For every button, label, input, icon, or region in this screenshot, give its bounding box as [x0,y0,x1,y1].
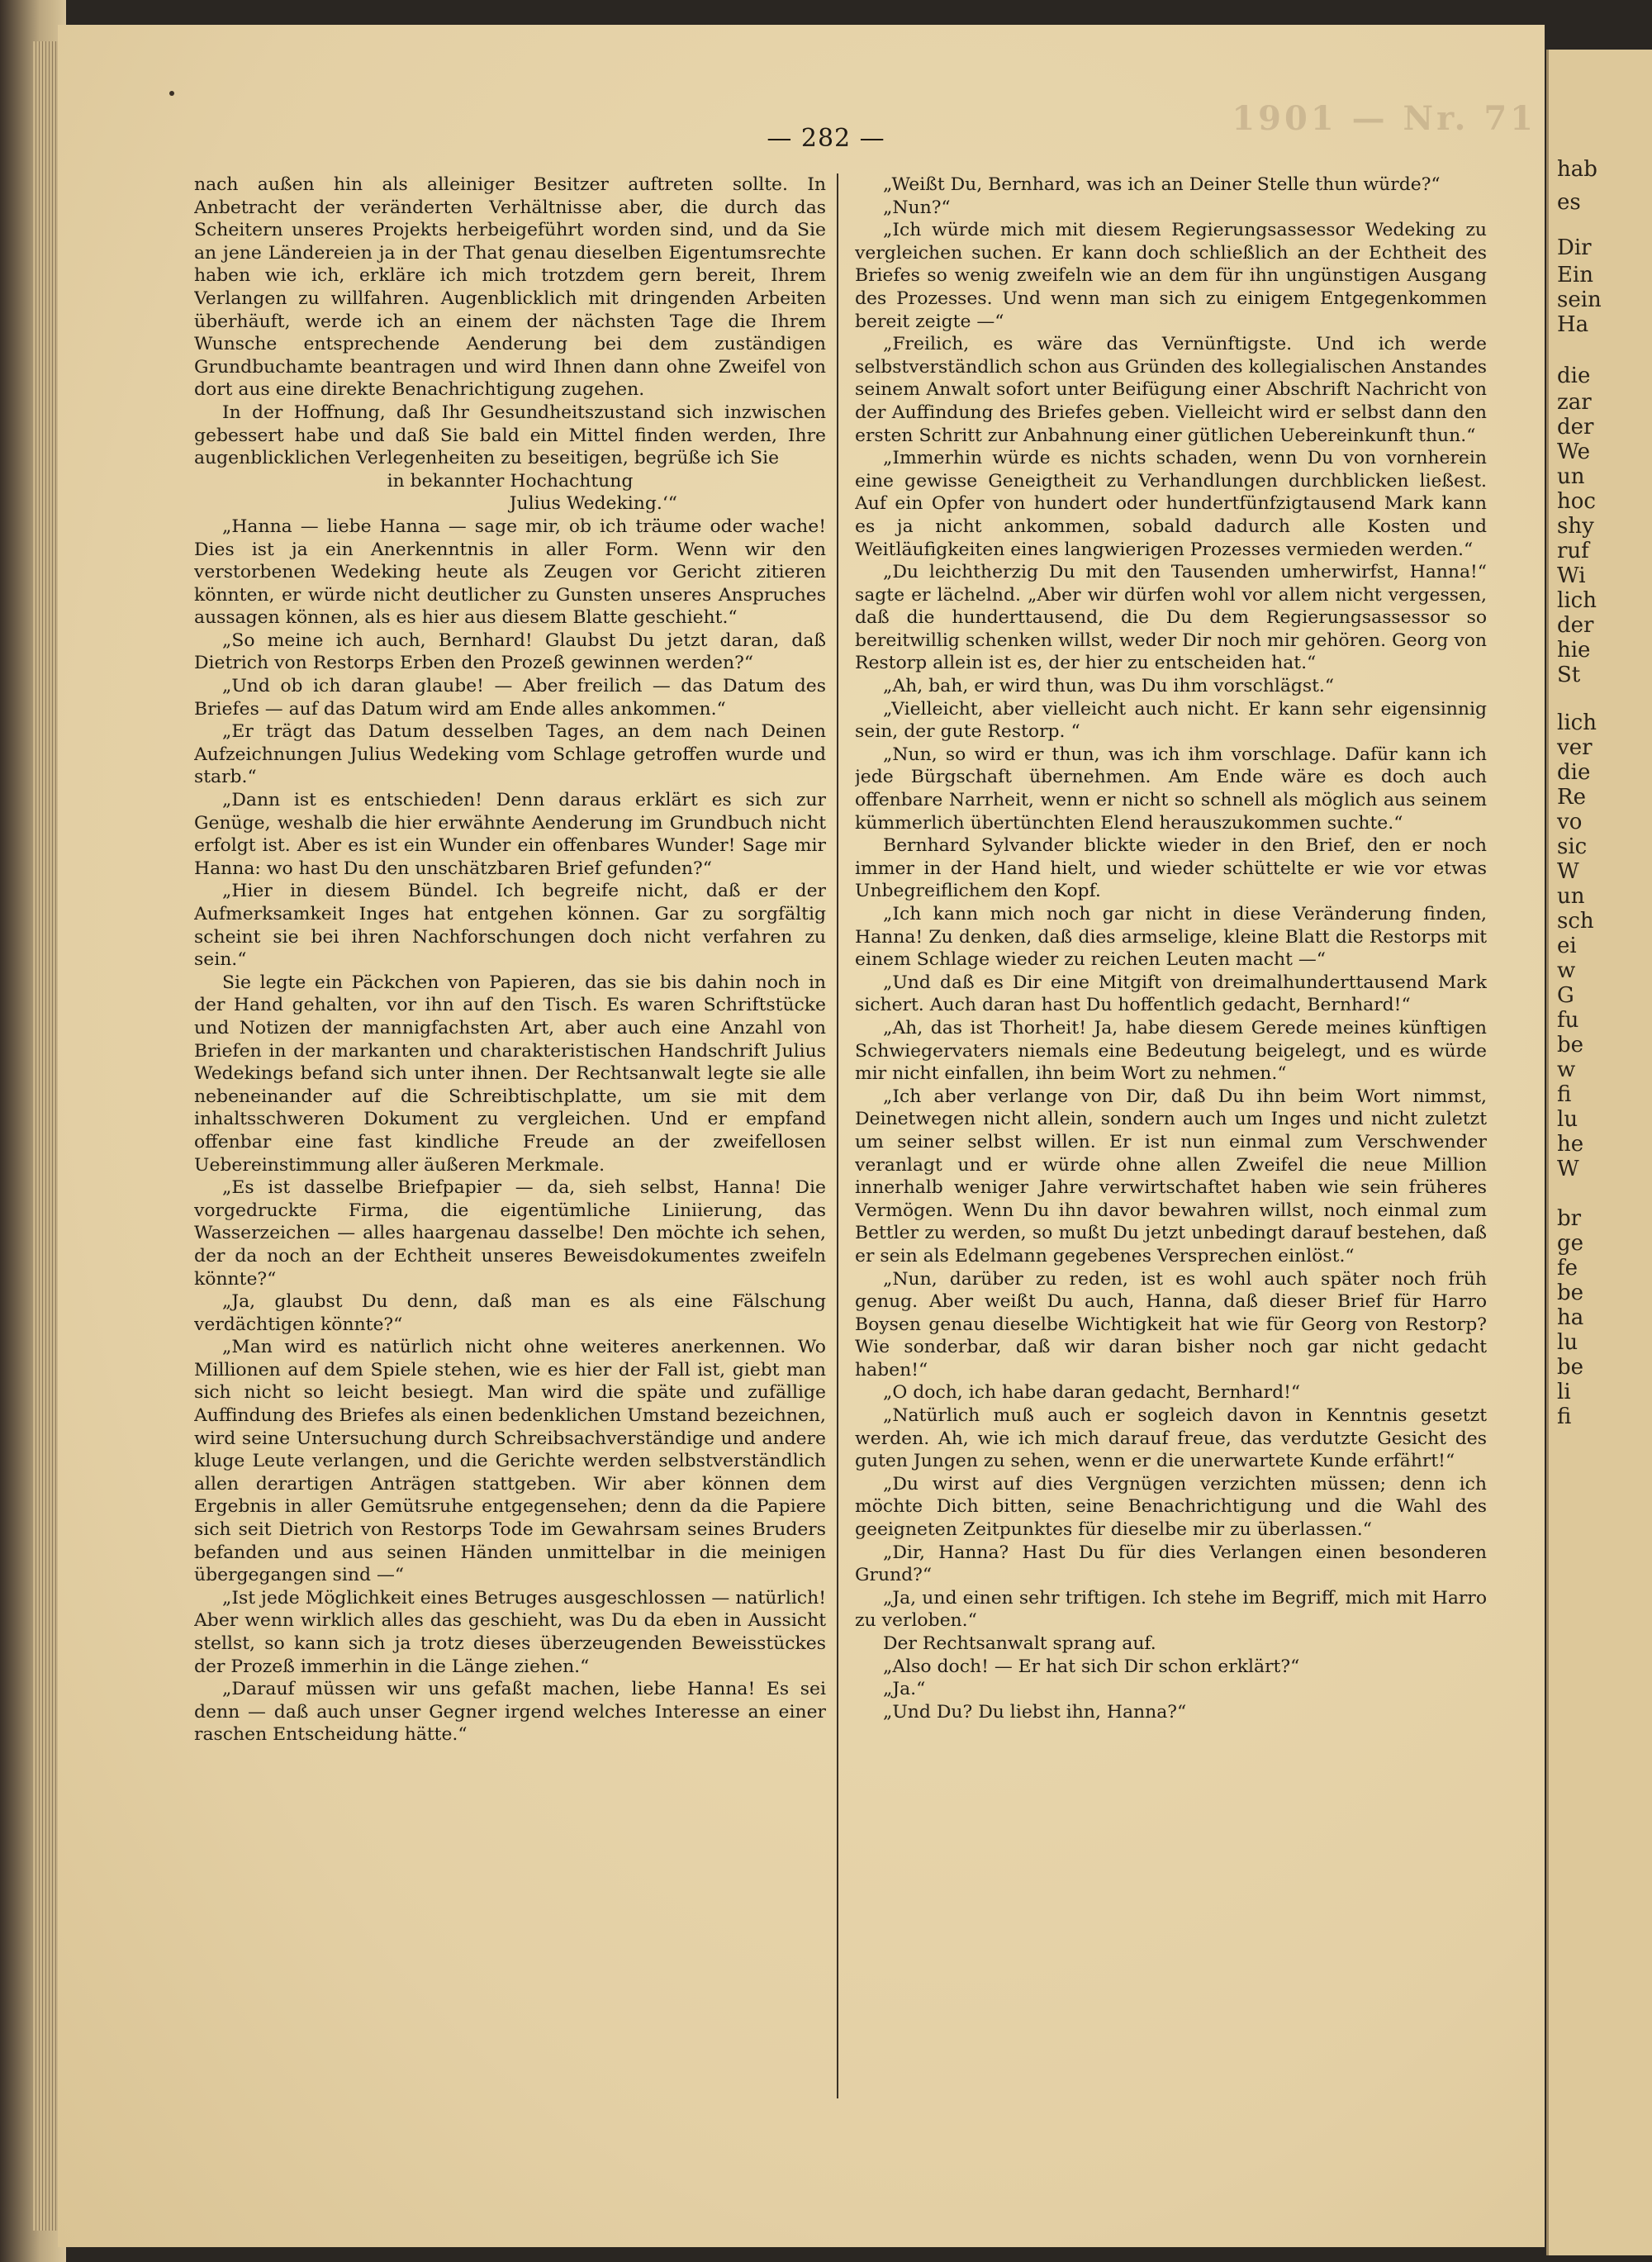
adjacent-page-fragment: sic [1557,834,1588,859]
paragraph: „So meine ich auch, Bernhard! Glaubst Du jetzt daran, daß Dietrich von Restorps Erben den Prozeß gewinnen werden?“ [194,630,826,674]
adjacent-page-fragment: ei [1557,934,1577,958]
paragraph: in bekannter Hochachtung [387,470,634,492]
adjacent-page-fragment: lich [1557,710,1597,735]
paragraph: „Ja, und einen sehr triftigen. Ich stehe im Begriff, mich mit Harro zu verloben.“ [855,1587,1487,1632]
adjacent-page-fragment: be [1557,1281,1584,1305]
paragraph: „Nun, so wird er thun, was ich ihm vorschlage. Dafür kann ich jede Bürgschaft übernehmen. Am Ende wäre es doch auch offenbare Narrheit, wenn er nicht so schnell als möglich aus seinem kümmerlich übertünchten Elend herauszukommen suchte.“ [855,744,1487,834]
paragraph: „Also doch! — Er hat sich Dir schon erklärt?“ [883,1656,1300,1677]
paragraph: „Weißt Du, Bernhard, was ich an Deiner Stelle thun würde?“ [883,174,1441,195]
adjacent-page-fragment: shy [1557,514,1594,539]
paragraph: „Hier in diesem Bündel. Ich begreife nicht, daß er der Aufmerksamkeit Inges hat entgehen können. Gar zu sorgfältig scheint sie bei ihren Nachforschungen doch nicht verfahren zu sein.“ [194,881,826,971]
paragraph: „Nun?“ [883,197,951,218]
adjacent-page-fragment: ge [1557,1231,1584,1256]
adjacent-page-fragment: die [1557,364,1591,388]
left-column [194,173,826,2098]
adjacent-page-fragment: St [1557,663,1581,687]
paragraph: „Ich kann mich noch gar nicht in diese Veränderung finden, Hanna! Zu denken, daß dies armselige, kleine Blatt die Restorps mit einem Schlage wieder zu reichen Leuten macht —“ [855,904,1487,971]
adjacent-page-fragment: Dir [1557,235,1592,260]
paragraph: „Freilich, es wäre das Vernünftigste. Und ich werde selbstverständlich schon aus Gründen des kollegialischen Anstandes seinem Anwalt sofort unter Beifügung einer Abschrift Nachricht von der Auffindung des Briefes geben. Vielleicht wird er selbst dann den ersten Schritt zur Anbahnung einer gütlichen Uebereinkunft thun.“ [855,334,1487,446]
paragraph: „Ich aber verlange von Dir, daß Du ihn beim Wort nimmst, Deinetwegen nicht allein, sondern auch um Inges und nicht zuletzt um seiner selbst willen. Er ist nun einmal zum Verschwender veranlagt und er würde ohne allen Zweifel die neue Million innerhalb weniger Jahre verwirtschaftet haben wie sein früheres Vermögen. Wenn Du ihn davor bewahren willst, noch einmal zum Bettler zu werden, so mußt Du jetzt unbedingt darauf bestehen, daß er sein als Edelmann gegebenes Versprechen einlöst.“ [855,1086,1487,1266]
paragraph: „Ja.“ [883,1679,926,1700]
adjacent-page-fragment: ver [1557,735,1593,760]
paragraph: Julius Wedeking.‘“ [509,493,677,515]
adjacent-page-fragment: sch [1557,909,1594,934]
adjacent-page-fragment: w [1557,1057,1576,1082]
bleed-through-text: 1901 — Nr. 71 [1232,99,1536,138]
adjacent-page-fragment: hab [1557,157,1597,182]
adjacent-page-fragment: be [1557,1355,1584,1380]
adjacent-page-fragment: lich [1557,588,1597,613]
paragraph: „Dir, Hanna? Hast Du für dies Verlangen einen besonderen Grund?“ [855,1542,1487,1586]
adjacent-page-fragment: w [1557,958,1576,983]
adjacent-page-fragment: un [1557,464,1585,489]
paragraph: Der Rechtsanwalt sprang auf. [883,1633,1156,1654]
paragraph: „Ja, glaubst Du denn, daß man es als eine Fälschung verdächtigen könnte?“ [194,1291,826,1335]
adjacent-page-fragment: Wi [1557,563,1586,588]
adjacent-page-fragment: Ha [1557,312,1589,337]
adjacent-page-fragment: G [1557,983,1574,1008]
right-column [855,173,1487,2098]
adjacent-page-fragment: W [1557,1157,1579,1181]
adjacent-page-fragment: sein [1557,288,1602,312]
ink-dot [169,91,174,96]
paragraph: „Vielleicht, aber vielleicht auch nicht. Er kann sehr eigensinnig sein, der gute Restorp. “ [855,698,1487,743]
paragraph: Sie legte ein Päckchen von Papieren, das sie bis dahin noch in der Hand gehalten, vor ihn auf den Tisch. Es waren Schriftstücke und Notizen der mannigfachsten Art, aber auch eine Anzahl von Briefen in der markanten und charakteristischen Handschrift Julius Wedekings befand sich unter ihnen. Der Rechtsanwalt legte sie alle nebeneinander auf die Schreibtischplatte, um sie mit dem inhaltsschweren Dokument zu vergleichen. Und er empfand offenbar eine fast kindliche Freude an der zweifellosen Uebereinstimmung aller äußeren Merkmale. [194,972,826,1176]
adjacent-page-fragment: Re [1557,785,1586,810]
adjacent-page-edge [1546,50,1652,2255]
adjacent-page-fragment: lu [1557,1330,1578,1355]
page-number: — 282 — [767,124,885,153]
adjacent-page-fragment: li [1557,1380,1571,1404]
paragraph: „Hanna — liebe Hanna — sage mir, ob ich träume oder wache! Dies ist ja ein Anerkenntnis in aller Form. Wenn wir den verstorbenen Wedeking heute als Zeugen vor Gericht zitieren könnten, er würde nicht deutlicher zu Gunsten unseres Anspruches aussagen können, als es hier aus diesem Blatte geschieht.“ [194,516,826,629]
paragraph: „Und ob ich daran glaube! — Aber freilich — das Datum des Briefes — auf das Datum wird am Ende alles ankommen.“ [194,676,826,720]
paragraph: „Und daß es Dir eine Mitgift von dreimalhunderttausend Mark sichert. Auch daran hast Du hoffentlich gedacht, Bernhard!“ [855,972,1487,1016]
adjacent-page-fragment: hie [1557,638,1591,663]
paragraph: In der Hoffnung, daß Ihr Gesundheitszustand sich inzwischen gebessert habe und daß Sie bald ein Mittel finden werden, Ihre augenblicklichen Verlegenheiten zu beseitigen, begrüße ich Sie [194,402,826,469]
paragraph: „Dann ist es entschieden! Denn daraus erklärt es sich zur Genüge, weshalb die hier erwähnte Aenderung im Grundbuch nicht erfolgt ist. Aber es ist ein Wunder ein offenbares Wunder! Sage mir Hanna: wo hast Du den unschätzbaren Brief gefunden?“ [194,790,826,879]
paragraph: „Nun, darüber zu reden, ist es wohl auch später noch früh genug. Aber weißt Du auch, Hanna, daß dieser Brief für Harro Boysen genau dieselbe Wichtigkeit hat wie für Georg von Restorp? Wie sonderbar, daß wir daran bisher noch gar nicht gedacht haben!“ [855,1268,1487,1380]
paragraph: „Du leichtherzig Du mit den Tausenden umherwirfst, Hanna!“ sagte er lächelnd. „Aber wir dürfen wohl vor allem nicht vergessen, daß die hunderttausend, die Du dem Regierungsassessor so bereitwillig schenken willst, weder Dir noch mir gehören. Georg von Restorp allein ist es, der hier zu entscheiden hat.“ [855,562,1487,674]
adjacent-page-fragment: W [1557,859,1579,884]
column-divider [837,173,838,2098]
adjacent-page-fragment: br [1557,1206,1582,1231]
adjacent-page-fragment: es [1557,190,1581,215]
paragraph: „Man wird es natürlich nicht ohne weiteres anerkennen. Wo Millionen auf dem Spiele stehen, wie es hier der Fall ist, giebt man sich nicht so leicht besiegt. Man wird die späte und zufällige Auffindung des Briefes als einen bedenklichen Umstand bezeichnen, wird seine Untersuchung durch Schreibsachverständige und andere kluge Leute verlangen, und die Gerichte werden selbstverständlich allen derartigen Anträgen stattgeben. Wir aber können dem Ergebnis in aller Gemütsruhe entgegensehen; denn da die Papiere sich seit Dietrich von Restorps Tode im Gewahrsam seines Bruders befanden und aus seinen Händen unmittelbar in die meinigen übergegangen sind —“ [194,1337,826,1586]
paragraph: „Darauf müssen wir uns gefaßt machen, liebe Hanna! Es sei denn — daß auch unser Gegner irgend welches Interesse an einer raschen Entscheidung hätte.“ [194,1679,826,1746]
paragraph: „Du wirst auf dies Vergnügen verzichten müssen; denn ich möchte Dich bitten, seine Benachrichtigung und die Wahl des geeigneten Zeitpunktes für dieselbe mir zu überlassen.“ [855,1473,1487,1541]
adjacent-page-fragment: ha [1557,1305,1584,1330]
paragraph: „Und Du? Du liebst ihn, Hanna?“ [883,1701,1187,1723]
paragraph: „Natürlich muß auch er sogleich davon in Kenntnis gesetzt werden. Ah, wie ich mich darauf freue, das verdutzte Gesicht des guten Jungen zu sehen, wenn er die unerwartete Kunde erfährt!“ [855,1405,1487,1472]
adjacent-page-fragment: der [1557,415,1594,440]
paragraph: „Ist jede Möglichkeit eines Betruges ausgeschlossen — natürlich! Aber wenn wirklich alles das geschieht, was Du da eben in Aussicht stellst, so kann sich ja trotz dieses überzeugenden Beweisstückes der Prozeß immerhin in die Länge ziehen.“ [194,1587,826,1677]
adjacent-page-fragment: he [1557,1132,1584,1157]
adjacent-page-fragment: un [1557,884,1585,909]
adjacent-page-fragment: zar [1557,390,1592,415]
adjacent-page-fragment: Ein [1557,263,1594,288]
adjacent-page-fragment: fe [1557,1256,1578,1281]
paragraph: nach außen hin als alleiniger Besitzer auftreten sollte. In Anbetracht der veränderten Verhältnisse aber, die durch das Scheitern unseres Projekts herbeigeführt worden sind, und da Sie an jene Ländereien ja in der That genau dieselben Eigentumsrechte haben wie ich, erkläre ich mich trotzdem gern bereit, Ihrem Verlangen zu willfahren. Augenblicklich mit dringenden Arbeiten überhäuft, werde ich an einem der nächsten Tage die Ihrem Wunsche entsprechende Aenderung bei dem zuständigen Grundbuchamte beantragen und wird Ihnen dann ohne Zweifel von dort aus eine direkte Benachrichtigung zugehen. [194,174,826,401]
adjacent-page-fragment: lu [1557,1107,1578,1132]
adjacent-page-fragment: We [1557,440,1590,464]
adjacent-page-fragment: hoc [1557,489,1596,514]
paragraph: „O doch, ich habe daran gedacht, Bernhard!“ [883,1382,1301,1404]
adjacent-page-fragment: fi [1557,1082,1572,1107]
adjacent-page-fragment: fi [1557,1404,1572,1429]
paragraph: „Ah, das ist Thorheit! Ja, habe diesem Gerede meines künftigen Schwiegervaters niemals eine Bedeutung beigelegt, und es würde mir nicht einfallen, ihn beim Wort zu nehmen.“ [855,1017,1487,1085]
adjacent-page-fragment: der [1557,613,1594,638]
paragraph: „Er trägt das Datum desselben Tages, an dem nach Deinen Aufzeichnungen Julius Wedeking vom Schlage getroffen wurde und starb.“ [194,721,826,788]
paragraph: „Ich würde mich mit diesem Regierungsassessor Wedeking zu vergleichen suchen. Er kann doch schließlich an der Echtheit des Briefes so wenig zweifeln wie an dem für ihn ungünstigen Ausgang des Prozesses. Und wenn man sich zu einigem Entgegenkommen bereit zeigte —“ [855,220,1487,332]
paragraph: „Es ist dasselbe Briefpapier — da, sieh selbst, Hanna! Die vorgedruckte Firma, die eigentümliche Liniierung, das Wasserzeichen — alles haargenau dasselbe! Den möchte ich sehen, der da noch an der Echtheit unseres Beweisdokumentes zweifeln könnte?“ [194,1177,826,1290]
adjacent-page-fragment: vo [1557,810,1583,834]
adjacent-page-fragment: be [1557,1033,1584,1057]
paragraph: „Ah, bah, er wird thun, was Du ihm vorschlägst.“ [883,676,1335,697]
paragraph: „Immerhin würde es nichts schaden, wenn Du von vornherein eine gewisse Geneigtheit zu Verhandlungen durchblicken ließest. Auf ein Opfer von hundert oder hundertfünfzigtausend Mark kann es ja nicht ankommen, sobald dadurch alle Kosten und Weitläufigkeiten eines langwierigen Prozesses vermieden werden.“ [855,448,1487,560]
paragraph: Bernhard Sylvander blickte wieder in den Brief, den er noch immer in der Hand hielt, und wieder schüttelte er wie vor etwas Unbegreiflichem den Kopf. [855,835,1487,902]
adjacent-page-fragment: die [1557,760,1591,785]
adjacent-page-fragment: ruf [1557,539,1589,563]
adjacent-page-fragment: fu [1557,1008,1579,1033]
